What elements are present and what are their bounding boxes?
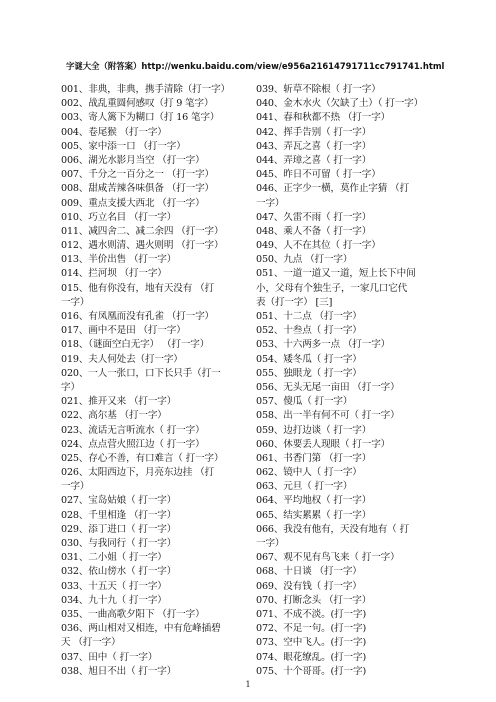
riddle-line: 表（打一字） [三] xyxy=(256,296,333,308)
riddle-line: 023、流话无言听流水（ 打一字） xyxy=(61,424,205,436)
riddle-line: 006、湖光水影月当空 （打一字） xyxy=(61,154,205,166)
riddle-line: 070、打断念头 （打一字） xyxy=(256,594,372,606)
riddle-line: 071、不成不淡。(打一字) xyxy=(256,608,367,620)
riddle-line: 046、正字少一横，莫作止字猜 （打 xyxy=(256,183,409,195)
riddle-line: 038、旭日不出（ 打一字） xyxy=(61,665,177,677)
right-column xyxy=(256,83,441,679)
riddle-line: 057、傻瓜（ 打一字） xyxy=(256,396,353,408)
riddle-line: 027、宝岛姑娘（ 打一字） xyxy=(61,495,177,507)
riddle-line: 044、弄璋之喜（ 打一字） xyxy=(256,154,372,166)
riddle-line: 042、挥手告别（ 打一字） xyxy=(256,126,372,138)
riddle-line: 天 （打一字） xyxy=(61,637,121,649)
riddle-line: 040、金木水火（欠缺了土）（ 打一字） xyxy=(256,98,424,110)
riddle-line: 062、镜中人（ 打一字） xyxy=(256,467,362,479)
document-title: 字谜大全（附答案）http://wenku.baidu.com/view/e956a21614791711cc791741.html xyxy=(66,61,445,71)
riddle-line: 019、夫人何处去（打一字） xyxy=(61,353,183,365)
riddle-line: 016、有凤凰而没有孔雀 （打一字） xyxy=(61,311,214,322)
riddle-line: 051、十二点 （打一字） xyxy=(256,311,362,322)
riddle-line: 064、平均地权（ 打一字） xyxy=(256,495,372,507)
riddle-line: 039、斩草不除根（ 打一字） xyxy=(256,84,381,95)
riddle-line: 055、独眼龙（ 打一字） xyxy=(256,367,362,379)
left-column xyxy=(61,83,246,679)
riddle-line: 018、（谜面空白无字） （打一字） xyxy=(61,339,210,351)
riddle-line: 036、两山相对又相连，中有危峰插碧 xyxy=(61,623,221,635)
riddle-line: 026、太阳西边下，月亮东边挂 （打 xyxy=(61,467,214,479)
riddle-line: 一字） xyxy=(256,538,285,549)
riddle-line: 034、九十九（ 打一字） xyxy=(61,594,167,606)
riddle-line: 012、遇水则清、遇火则明 （打一字） xyxy=(61,240,224,252)
riddle-line: 074、眼花缭乱。(打一字) xyxy=(256,651,367,663)
riddle-line: 008、甜咸苦辣各味俱备 （打一字） xyxy=(61,183,214,195)
riddle-line: 041、春和秋都不热 （打一字） xyxy=(256,112,391,124)
riddle-line: 054、矮冬瓜（ 打一字） xyxy=(256,353,362,365)
riddle-line: 005、家中添一口 （打一字） xyxy=(61,140,186,152)
riddle-line: 011、减四舍二、减二余四 （打一字） xyxy=(61,225,224,237)
riddle-line: 053、十六两多一点 （打一字） xyxy=(256,339,391,351)
riddle-line: 010、巧立名目 （打一字） xyxy=(61,211,177,223)
riddle-line: 047、久雷不雨（ 打一字） xyxy=(256,211,372,223)
riddle-line: 072、不足一句。(打一字) xyxy=(256,623,367,635)
riddle-line: 043、弄瓦之喜（ 打一字） xyxy=(256,140,372,152)
riddle-line: 031、二小姐（ 打一字） xyxy=(61,552,167,564)
riddle-line: 029、添丁进口（ 打一字） xyxy=(61,523,177,535)
riddle-line: 058、出一半有何不可（ 打一字） xyxy=(256,410,400,422)
riddle-line: 069、没有钱（ 打一字） xyxy=(256,580,362,592)
riddle-line: 059、边打边谈（ 打一字） xyxy=(256,424,372,436)
riddle-line: 032、依山傍水（ 打一字） xyxy=(61,566,177,578)
riddle-line: 045、昨日不可留（ 打一字） xyxy=(256,169,381,181)
riddle-line: 一字） xyxy=(61,296,90,308)
riddle-line: 017、画中不是田 （打一字） xyxy=(61,325,186,337)
riddle-line: 013、半价出售 （打一字） xyxy=(61,254,177,266)
riddle-line: 004、卷尾猴 （打一字） xyxy=(61,126,167,138)
riddle-line: 056、无头无尾一亩田 （打一字） xyxy=(256,381,400,393)
riddle-line: 020、一人一张口，口下长只手（打一 xyxy=(61,367,221,379)
riddle-line: 052、十叁点（ 打一字） xyxy=(256,325,362,337)
riddle-line: 065、结实累累（ 打一字） xyxy=(256,509,372,521)
riddle-line: 035、一曲高歌夕阳下 （打一字） xyxy=(61,608,205,620)
riddle-line: 一字） xyxy=(61,481,90,493)
riddle-line: 050、九点 （打一字） xyxy=(256,254,353,266)
riddle-line: 025、存心不善，有口难言（ 打一字） xyxy=(61,452,224,464)
riddle-line: 049、人不在其位（ 打一字） xyxy=(256,240,381,252)
riddle-line: 021、推开又来 （打一字） xyxy=(61,396,177,408)
riddle-line: 030、与我同行（ 打一字） xyxy=(61,538,177,549)
riddle-line: 066、我没有他有，天没有地有（ 打 xyxy=(256,523,409,535)
riddle-line: 022、高尔基 （打一字） xyxy=(61,410,167,422)
riddle-line: 051、一道一道又一道，短上长下中间 xyxy=(256,268,416,280)
riddle-line: 一字） xyxy=(256,197,285,209)
riddle-line: 063、元旦（ 打一字） xyxy=(256,481,353,493)
riddle-line: 001、非典，非典，携手清除（打一字） xyxy=(61,84,230,95)
riddle-line: 037、田中（ 打一字） xyxy=(61,651,158,663)
riddle-line: 028、千里相逢 （打一字） xyxy=(61,509,177,521)
riddle-line: 007、千分之一百分之一 （打一字） xyxy=(61,169,214,181)
riddle-line: 014、拦河坝 （打一字） xyxy=(61,268,167,280)
riddle-line: 009、重点支援大西北 （打一字） xyxy=(61,197,205,209)
riddle-line: 075、十个哥哥。(打一字) xyxy=(256,665,367,677)
riddle-line: 073、空中飞人。(打一字) xyxy=(256,637,367,649)
riddle-line: 字） xyxy=(61,381,80,393)
riddle-line: 033、十五天（ 打一字） xyxy=(61,580,167,592)
riddle-line: 小，父母有个独生子，一家几口它代 xyxy=(256,282,408,294)
riddle-line: 015、他有你没有，地有天没有 （打 xyxy=(61,282,214,294)
riddle-line: 067、观不见有鸟飞来（ 打一字） xyxy=(256,552,400,564)
riddle-line: 061、书香门第 （打一字） xyxy=(256,452,372,464)
riddle-line: 002、战乱重圆何感叹（打 9 笔字） xyxy=(61,98,214,110)
riddle-line: 048、乘人不备（ 打一字） xyxy=(256,225,372,237)
riddle-line: 024、点点营火照江边（ 打一字） xyxy=(61,438,205,450)
riddle-line: 060、休要丢人现眼（ 打一字） xyxy=(256,438,391,450)
page-number: 1 xyxy=(245,680,251,689)
riddle-line: 003、寄人篱下为糊口（打 16 笔字） xyxy=(61,112,220,124)
riddle-line: 068、十日谈 （打一字） xyxy=(256,566,362,578)
